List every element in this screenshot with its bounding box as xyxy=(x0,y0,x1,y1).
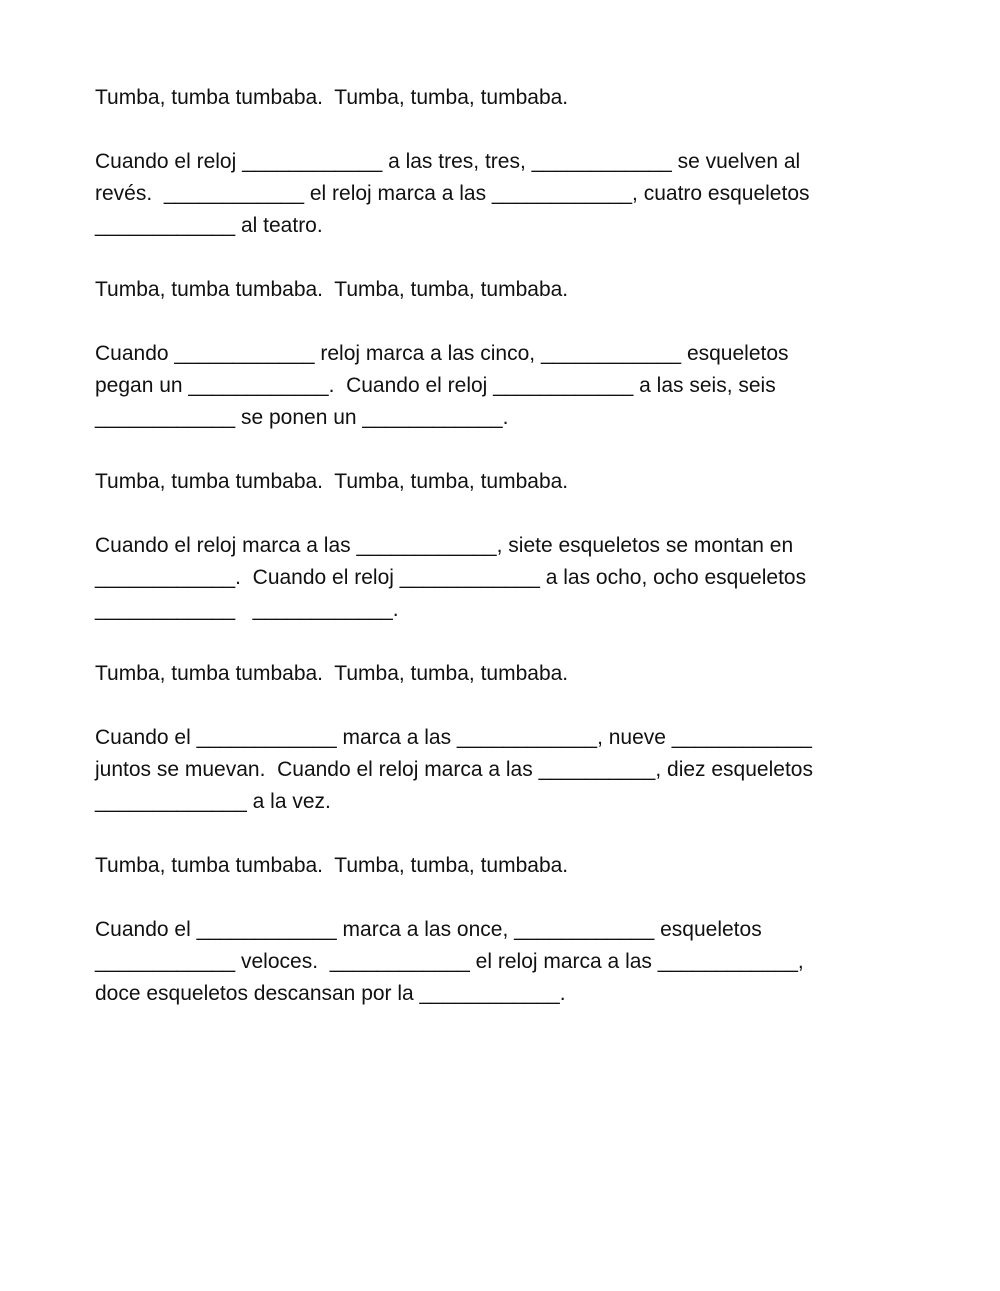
paragraph-gap xyxy=(95,498,915,530)
paragraph-gap xyxy=(95,114,915,146)
paragraph-gap xyxy=(95,242,915,274)
verse-line: ____________ se ponen un ____________. xyxy=(95,406,509,429)
verse-line: Cuando el reloj ____________ a las tres, tres, ____________ se vuelven al xyxy=(95,150,801,173)
paragraph-gap xyxy=(95,818,915,850)
paragraph-gap xyxy=(95,434,915,466)
chorus-line: Tumba, tumba tumbaba. Tumba, tumba, tumbaba. xyxy=(95,662,569,685)
worksheet-page xyxy=(95,82,915,1010)
verse-line: doce esqueletos descansan por la ____________. xyxy=(95,982,566,1005)
verse-line: Cuando el ____________ marca a las once, ____________ esqueletos xyxy=(95,918,762,941)
verse-line: ____________ ____________. xyxy=(95,598,399,621)
verse-line: ____________ al teatro. xyxy=(95,214,323,237)
chorus-line: Tumba, tumba tumbaba. Tumba, tumba, tumbaba. xyxy=(95,86,569,109)
verse-line: Cuando ____________ reloj marca a las cinco, ____________ esqueletos xyxy=(95,342,789,365)
verse-line: ____________ veloces. ____________ el reloj marca a las ____________, xyxy=(95,950,804,973)
verse-line: _____________ a la vez. xyxy=(95,790,331,813)
chorus-line: Tumba, tumba tumbaba. Tumba, tumba, tumbaba. xyxy=(95,470,569,493)
paragraph-gap xyxy=(95,690,915,722)
paragraph-gap xyxy=(95,306,915,338)
verse-line: pegan un ____________. Cuando el reloj ____________ a las seis, seis xyxy=(95,374,776,397)
verse-line: ____________. Cuando el reloj ____________ a las ocho, ocho esqueletos xyxy=(95,566,807,589)
chorus-line: Tumba, tumba tumbaba. Tumba, tumba, tumbaba. xyxy=(95,854,569,877)
verse-line: Cuando el ____________ marca a las ____________, nueve ____________ xyxy=(95,726,812,749)
chorus-line: Tumba, tumba tumbaba. Tumba, tumba, tumbaba. xyxy=(95,278,569,301)
verse-line: juntos se muevan. Cuando el reloj marca a las __________, diez esqueletos xyxy=(95,758,813,781)
verse-line: revés. ____________ el reloj marca a las ____________, cuatro esqueletos xyxy=(95,182,810,205)
verse-line: Cuando el reloj marca a las ____________, siete esqueletos se montan en xyxy=(95,534,794,557)
paragraph-gap xyxy=(95,882,915,914)
paragraph-gap xyxy=(95,626,915,658)
